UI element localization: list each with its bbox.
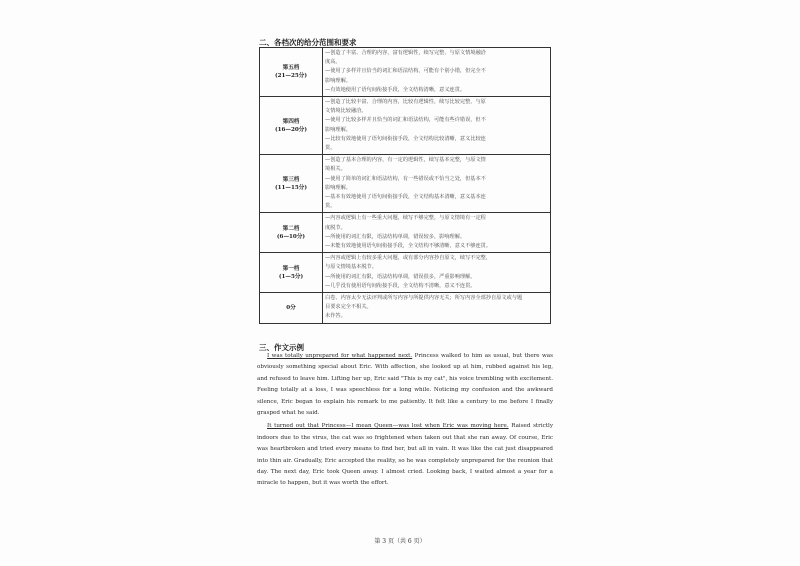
rubric-grade-name: 第四档 bbox=[282, 118, 300, 125]
section-2-title: 二、各档次的给分范围和要求 bbox=[259, 38, 357, 47]
section-3-title: 三、作文示例 bbox=[259, 343, 304, 352]
rubric-criterion-line: —比较有效地使用了语句间衔接手段，全文结构比较清晰，意义比较连 bbox=[325, 135, 486, 142]
rubric-grade-name: 第一档 bbox=[282, 265, 300, 272]
rubric-criterion-line: —创造了基本合理的内容，有一定的逻辑性，续写基本完整，与原文情 bbox=[325, 157, 486, 164]
rubric-criterion-line: 影响理解。 bbox=[325, 184, 351, 191]
rubric-grade-score: (6—10分) bbox=[276, 233, 306, 240]
essay-paragraph-2 bbox=[257, 421, 553, 489]
rubric-grade-score: (1—5分) bbox=[278, 273, 304, 280]
rubric-grade-cell bbox=[260, 253, 323, 293]
rubric-grade-cell bbox=[260, 155, 323, 213]
rubric-criterion-line: 贯。 bbox=[325, 203, 336, 210]
rubric-criterion-line: —使用了多样并且恰当的词汇和语法结构，可能有个别小错，但完全不 bbox=[325, 68, 486, 75]
rubric-criterion-line: —使用了比较多样并且恰当的词汇和语法结构，可能有些许错误，但不 bbox=[325, 117, 486, 124]
essay-p2-opening-sentence: It turned out that Princess—I mean Queen—was lost when Eric was moving here. bbox=[267, 423, 509, 430]
rubric-grade-score: (11—15分) bbox=[274, 184, 308, 191]
rubric-criterion-line: —创造了丰富、合理的内容，富有逻辑性，续写完整，与原文情境融洽 bbox=[325, 50, 486, 56]
rubric-grade-name: 第二档 bbox=[282, 225, 300, 232]
rubric-criterion-line: —所使用的词汇有限，语法结构单调，错误较多，影响理解。 bbox=[325, 233, 466, 240]
rubric-description-cell bbox=[323, 293, 551, 324]
rubric-grade-cell bbox=[260, 293, 323, 324]
rubric-row bbox=[260, 155, 551, 213]
rubric-description-cell bbox=[323, 97, 551, 155]
rubric-criterion-line: 白卷、内容太少无法评判或所写内容与所提供内容无关；所写内容全部抄自原文或与题 bbox=[325, 295, 523, 302]
rubric-grade-cell bbox=[260, 213, 323, 253]
rubric-criterion-line: 影响理解。 bbox=[325, 126, 351, 133]
rubric-grade-name: 第五档 bbox=[282, 65, 300, 71]
rubric-grade-cell bbox=[260, 48, 323, 97]
rubric-grade-name: 第三档 bbox=[282, 176, 300, 183]
rubric-description-cell bbox=[323, 253, 551, 293]
rubric-row bbox=[260, 97, 551, 155]
rubric-criterion-line: 度脱节。 bbox=[325, 224, 346, 231]
rubric-criterion-line: 目要求完全不相关。 bbox=[325, 304, 372, 311]
rubric-grade-score: (21—25分) bbox=[274, 73, 308, 79]
rubric-criterion-line: —使用了简单的词汇和语法结构，有一些错误或不恰当之处，但基本不 bbox=[325, 175, 486, 182]
rubric-description-cell bbox=[323, 155, 551, 213]
page-footer: 第 3 页（共 6 页） bbox=[374, 538, 426, 545]
rubric-grade-cell bbox=[260, 97, 323, 155]
rubric-criterion-line: 度高。 bbox=[325, 59, 341, 66]
rubric-criterion-line: 与原文情境基本脱节。 bbox=[325, 264, 377, 271]
rubric-criterion-line: —内容或逻辑上有较多重大问题，或有部分内容抄自原文，续写不完整， bbox=[325, 255, 492, 262]
rubric-criterion-line: 境相关。 bbox=[325, 166, 346, 173]
rubric-grade-score: (16—20分) bbox=[274, 126, 308, 133]
rubric-row bbox=[260, 48, 551, 97]
rubric-criterion-line: 未作答。 bbox=[325, 313, 346, 320]
rubric-criterion-line: 影响理解。 bbox=[325, 77, 351, 84]
rubric-criterion-line: —内容或逻辑上有一些重大问题，续写不够完整，与原文情境有一定程 bbox=[325, 215, 486, 222]
rubric-criterion-line: 贯。 bbox=[325, 145, 336, 152]
essay-p1-opening-sentence: I was totally unprepared for what happened next. bbox=[267, 353, 413, 359]
rubric-description-cell bbox=[323, 213, 551, 253]
rubric-criterion-line: —基本有效地使用了语句间衔接手段，全文结构基本清晰，意义基本连 bbox=[325, 194, 486, 201]
rubric-grade-name: 0分 bbox=[286, 304, 296, 311]
rubric-criterion-line: —创造了比较丰富、合理的内容，比较有逻辑性，续写比较完整，与原 bbox=[325, 99, 486, 106]
essay-p2-body: Raised strictly indoors due to the virus, the cat was so frightened when taken out that she ran away. Of course, Eric was heartbroken and tried every means to find her, but all in vain. It was like the cat just disappeared into thin air. Gradually, Eric accepted the reality, so he was completely unprepared for the reunion that day. The next day, Eric took Queen away. I almost cried. Looking back, I waited almost a year for a miracle to happen, but it was worth the effort. bbox=[257, 423, 553, 487]
rubric-criterion-line: —未能有效地使用语句间衔接手段，全文结构不够清晰，意义不够连贯。 bbox=[325, 243, 492, 250]
scoring-rubric-table bbox=[259, 47, 551, 324]
rubric-row bbox=[260, 253, 551, 293]
rubric-row bbox=[260, 213, 551, 253]
rubric-criterion-line: 文情境比较融洽。 bbox=[325, 108, 367, 115]
rubric-criterion-line: —几乎没有使用语句间衔接手段，全文结构不清晰，意义不连贯。 bbox=[325, 282, 476, 289]
rubric-row bbox=[260, 293, 551, 324]
essay-p1-body: Princess walked to him as usual, but there was obviously something special about Eric. With affection, she looked up at him, rubbed against his leg, and refused to leave him. Lifting her up, Eric said "This is my cat", his voice trembling with excitement. Feeling totally at a loss, I was speechless for a long while. Noticing my confusion and the awkward silence, Eric began to explain his remark to me patiently. It felt like a century to me before I finally grasped what he said. bbox=[257, 353, 554, 417]
rubric-description-cell bbox=[323, 48, 551, 97]
rubric-criterion-line: —所使用的词汇有限，语法结构单调，错误很多，严重影响理解。 bbox=[325, 273, 476, 280]
essay-paragraph-1 bbox=[257, 351, 553, 419]
sample-essay bbox=[257, 351, 553, 490]
rubric-criterion-line: —有效地使用了语句间衔接手段，全文结构清晰，意义连贯。 bbox=[325, 86, 466, 93]
